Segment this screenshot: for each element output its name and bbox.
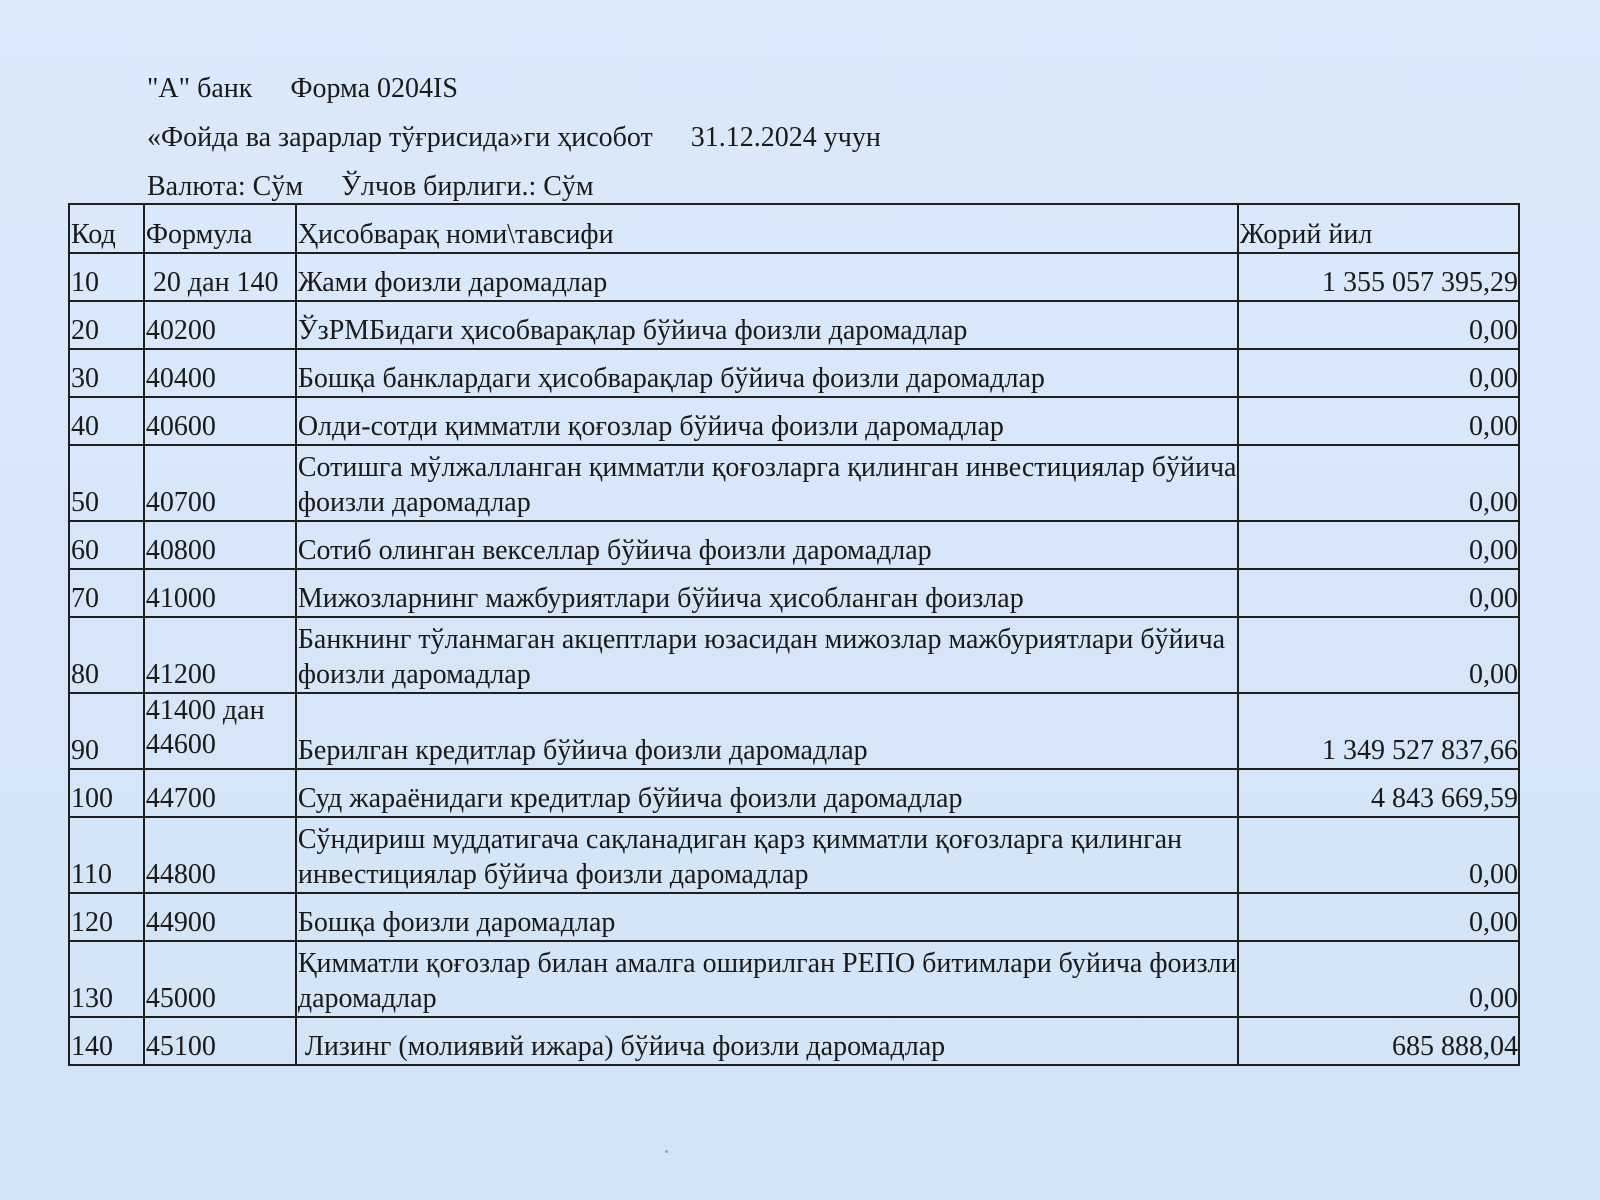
table-row — [69, 301, 1519, 349]
row-code: 50 — [69, 445, 144, 521]
row-code: 30 — [69, 349, 144, 397]
table-row — [69, 893, 1519, 941]
income-statement-table — [68, 203, 1520, 1066]
row-value: 0,00 — [1238, 617, 1519, 693]
row-formula: 45100 — [144, 1017, 296, 1065]
row-name: Сотишга мўлжалланган қимматли қоғозларга қилинган инвестициялар бўйича фоизли даромадлар — [296, 445, 1238, 521]
row-formula: 40200 — [144, 301, 296, 349]
row-code: 110 — [69, 817, 144, 893]
row-formula: 44900 — [144, 893, 296, 941]
row-formula: 41400 дан 44600 — [144, 693, 296, 769]
table-row — [69, 1017, 1519, 1065]
row-formula: 40400 — [144, 349, 296, 397]
row-formula: 20 дан 140 — [144, 253, 296, 301]
row-name: Суд жараёнидаги кредитлар бўйича фоизли даромадлар — [296, 769, 1238, 817]
row-formula: 40800 — [144, 521, 296, 569]
row-value: 0,00 — [1238, 445, 1519, 521]
form-number: Форма 0204IS — [290, 73, 458, 104]
row-name: Мижозларнинг мажбуриятлари бўйича ҳисобланган фоизлар — [296, 569, 1238, 617]
row-value: 0,00 — [1238, 569, 1519, 617]
row-formula: 45000 — [144, 941, 296, 1017]
row-value: 0,00 — [1238, 397, 1519, 445]
row-code: 120 — [69, 893, 144, 941]
row-code: 10 — [69, 253, 144, 301]
row-value: 0,00 — [1238, 349, 1519, 397]
row-value: 0,00 — [1238, 941, 1519, 1017]
report-date: 31.12.2024 учун — [690, 122, 881, 153]
bank-name: "А" банк — [147, 73, 253, 104]
report-header-line-2 — [147, 121, 881, 155]
report-header-line-3 — [147, 170, 594, 204]
column-header-formula: Формула — [144, 204, 296, 253]
row-value: 0,00 — [1238, 893, 1519, 941]
table-row — [69, 397, 1519, 445]
row-value: 1 355 057 395,29 — [1238, 253, 1519, 301]
table-row — [69, 693, 1519, 769]
table-row — [69, 569, 1519, 617]
row-value: 0,00 — [1238, 817, 1519, 893]
table-row — [69, 941, 1519, 1017]
row-name: Лизинг (молиявий ижара) бўйича фоизли даромадлар — [296, 1017, 1238, 1065]
row-value: 685 888,04 — [1238, 1017, 1519, 1065]
table-row — [69, 521, 1519, 569]
row-name: Сўндириш муддатигача сақланадиган қарз қимматли қоғозларга қилинган инвестициялар бўйича фоизли даромадлар — [296, 817, 1238, 893]
row-formula: 41000 — [144, 569, 296, 617]
row-name: Жами фоизли даромадлар — [296, 253, 1238, 301]
table-row — [69, 445, 1519, 521]
row-code: 90 — [69, 693, 144, 769]
row-value: 1 349 527 837,66 — [1238, 693, 1519, 769]
row-code: 40 — [69, 397, 144, 445]
row-formula: 40600 — [144, 397, 296, 445]
row-formula: 44800 — [144, 817, 296, 893]
table-row — [69, 253, 1519, 301]
table-row — [69, 349, 1519, 397]
row-name: ЎзРМБидаги ҳисобварақлар бўйича фоизли даромадлар — [296, 301, 1238, 349]
row-name: Сотиб олинган векселлар бўйича фоизли даромадлар — [296, 521, 1238, 569]
row-code: 60 — [69, 521, 144, 569]
row-formula: 40700 — [144, 445, 296, 521]
row-code: 20 — [69, 301, 144, 349]
row-code: 80 — [69, 617, 144, 693]
row-code: 140 — [69, 1017, 144, 1065]
row-code: 130 — [69, 941, 144, 1017]
row-name: Бошқа банклардаги ҳисобварақлар бўйича фоизли даромадлар — [296, 349, 1238, 397]
row-value: 0,00 — [1238, 301, 1519, 349]
row-name: Бошқа фоизли даромадлар — [296, 893, 1238, 941]
decorative-dot — [665, 1150, 668, 1153]
row-name: Қимматли қоғозлар билан амалга оширилган РЕПО битимлари буйича фоизли даромадлар — [296, 941, 1238, 1017]
row-value: 4 843 669,59 — [1238, 769, 1519, 817]
column-header-current-year: Жорий йил — [1238, 204, 1519, 253]
report-title: «Фойда ва зарарлар тўғрисида»ги ҳисобот — [147, 122, 653, 153]
table-header-row — [69, 204, 1519, 253]
unit-label: Ўлчов бирлиги.: Сўм — [341, 171, 594, 202]
row-name: Олди-сотди қимматли қоғозлар бўйича фоизли даромадлар — [296, 397, 1238, 445]
row-formula: 44700 — [144, 769, 296, 817]
row-value: 0,00 — [1238, 521, 1519, 569]
column-header-code: Код — [69, 204, 144, 253]
column-header-name: Ҳисобварақ номи\тавсифи — [296, 204, 1238, 253]
table-row — [69, 769, 1519, 817]
row-formula: 41200 — [144, 617, 296, 693]
report-header-line-1 — [147, 72, 458, 106]
currency-label: Валюта: Сўм — [147, 171, 304, 202]
row-name: Банкнинг тўланмаган акцептлари юзасидан мижозлар мажбуриятлари бўйича фоизли даромадлар — [296, 617, 1238, 693]
row-code: 100 — [69, 769, 144, 817]
table-row — [69, 617, 1519, 693]
row-code: 70 — [69, 569, 144, 617]
table-row — [69, 817, 1519, 893]
row-name: Берилган кредитлар бўйича фоизли даромадлар — [296, 693, 1238, 769]
